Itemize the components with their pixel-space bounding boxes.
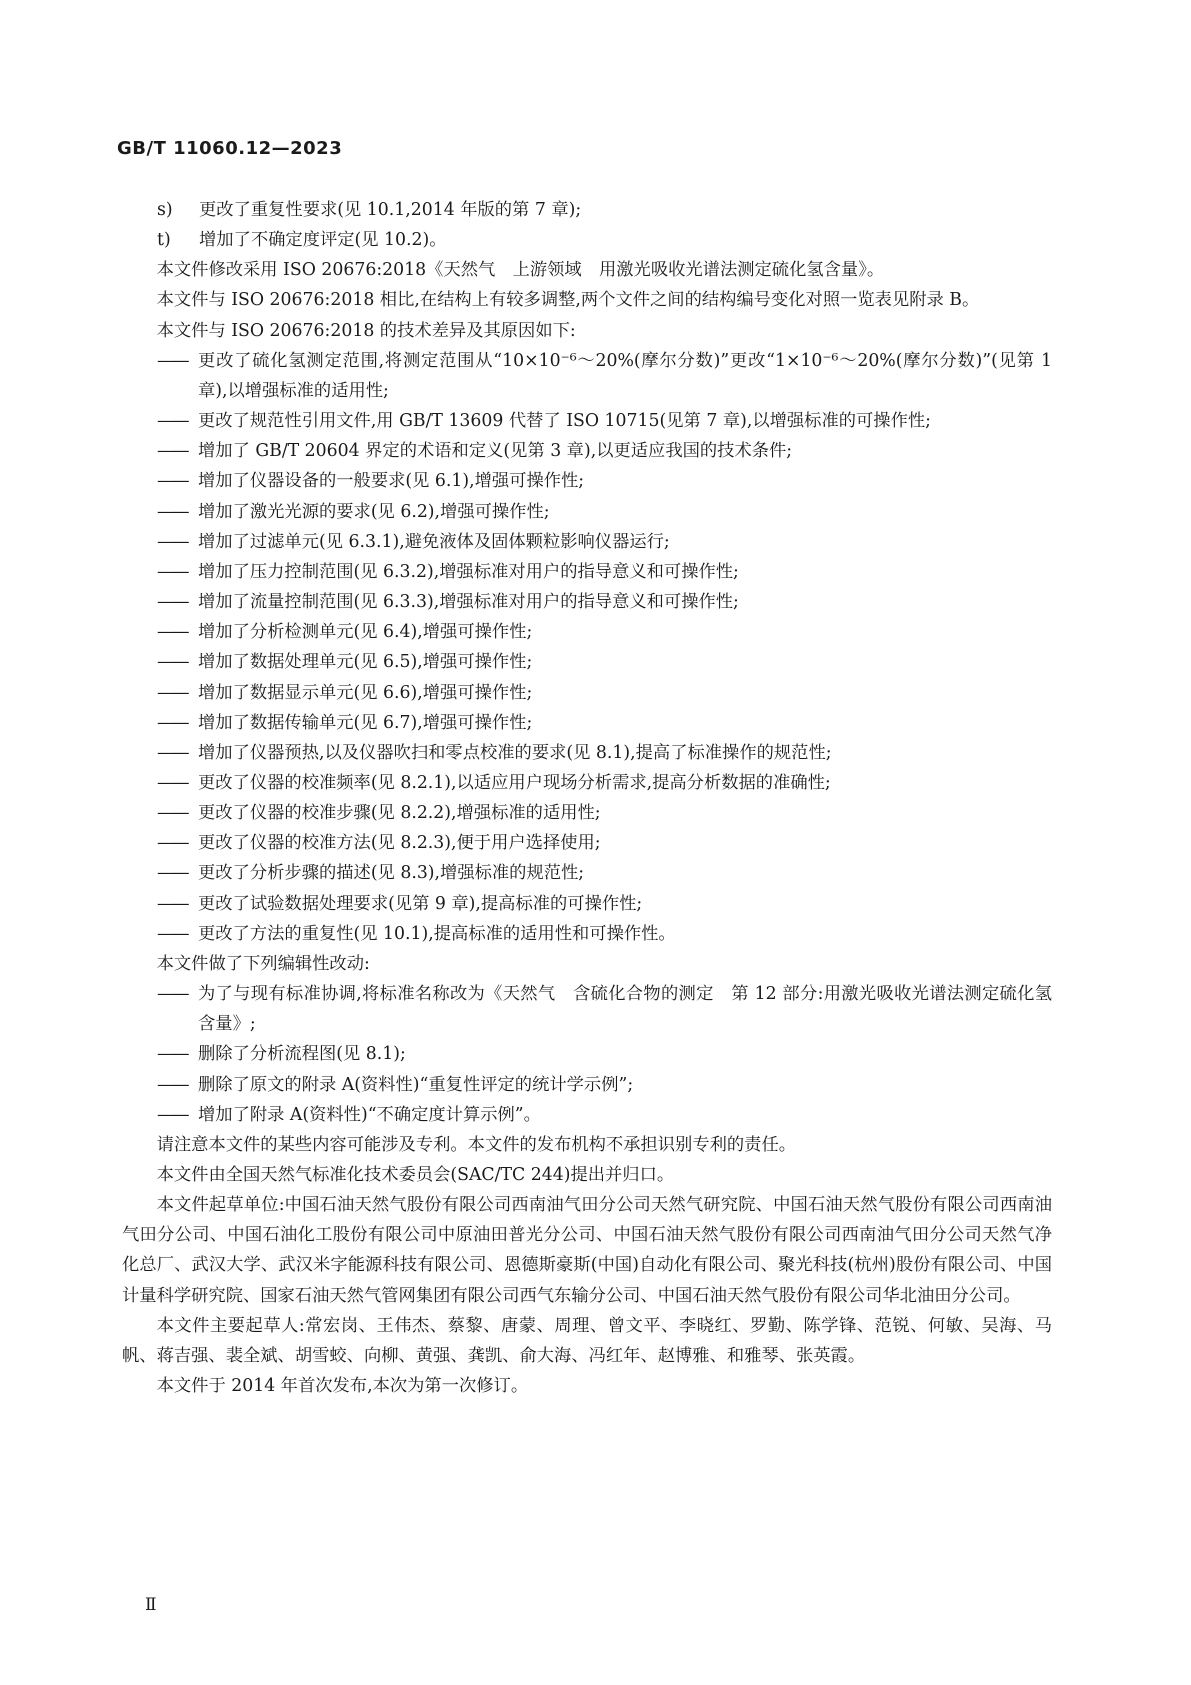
- dash-marker: ——: [157, 411, 188, 432]
- dash-marker: ——: [157, 561, 188, 582]
- dash-marker: ——: [157, 471, 188, 492]
- list-item-text: 更改了重复性要求(见 10.1,2014 年版的第 7 章);: [199, 200, 582, 220]
- list-item-text: 增加了压力控制范围(见 6.3.2),增强标准对用户的指导意义和可操作性;: [198, 561, 739, 582]
- list-item: [122, 828, 1052, 858]
- dash-marker: ——: [157, 984, 188, 1005]
- list-item: [122, 527, 1052, 557]
- list-item: [122, 889, 1052, 919]
- list-item-text: 增加了仪器设备的一般要求(见 6.1),增强可操作性;: [198, 471, 585, 492]
- list-item-text: 增加了数据传输单元(见 6.7),增强可操作性;: [198, 712, 533, 733]
- dash-marker: ——: [157, 592, 188, 613]
- dash-marker: ——: [157, 652, 188, 673]
- list-item: [122, 1070, 1052, 1100]
- dash-marker: ——: [157, 441, 188, 462]
- list-marker: t): [157, 230, 171, 251]
- technical-differences-list: [122, 346, 1052, 949]
- dash-marker: ——: [157, 893, 188, 914]
- list-item-text: 增加了数据处理单元(见 6.5),增强可操作性;: [198, 652, 533, 673]
- list-item: [122, 768, 1052, 798]
- dash-marker: ——: [157, 622, 188, 643]
- list-item-text: 增加了不确定度评定(见 10.2)。: [199, 230, 447, 251]
- list-item-text: 为了与现有标准协调,将标准名称改为《天然气 含硫化合物的测定 第 12 部分:用激光吸收光谱法测定硫化氢含量》;: [198, 984, 1052, 1035]
- dash-marker: ——: [157, 923, 188, 944]
- list-item: [122, 346, 1052, 406]
- list-item-text: 增加了附录 A(资料性)“不确定度计算示例”。: [198, 1104, 541, 1125]
- list-item-text: 更改了分析步骤的描述(见 8.3),增强标准的规范性;: [198, 863, 585, 884]
- page-number: Ⅱ: [145, 1595, 157, 1615]
- dash-marker: ——: [157, 712, 188, 733]
- list-item: [122, 1100, 1052, 1130]
- document-body: [122, 195, 1052, 1401]
- list-item-text: 增加了仪器预热,以及仪器吹扫和零点校准的要求(见 8.1),提高了标准操作的规范性;: [198, 742, 832, 763]
- list-item-text: 更改了仪器的校准方法(见 8.2.3),便于用户选择使用;: [198, 833, 601, 854]
- dash-marker: ——: [157, 1044, 188, 1065]
- list-item: [122, 225, 1052, 255]
- list-item-text: 更改了规范性引用文件,用 GB/T 13609 代替了 ISO 10715(见第 7 章),以增强标准的可操作性;: [198, 411, 931, 432]
- list-item: [122, 647, 1052, 677]
- list-marker: s): [157, 200, 173, 220]
- list-item: [122, 557, 1052, 587]
- list-item: [122, 436, 1052, 466]
- list-item-text: 增加了激光光源的要求(见 6.2),增强可操作性;: [198, 501, 550, 522]
- list-item: [122, 1039, 1052, 1069]
- dash-marker: ——: [157, 531, 188, 552]
- list-item-text: 更改了硫化氢测定范围,将测定范围从“10×10⁻⁶～20%(摩尔分数)”更改“1×10⁻⁶～20%(摩尔分数)”(见第 1 章),以增强标准的适用性;: [198, 350, 1052, 401]
- publication-history: 本文件于 2014 年首次发布,本次为第一次修订。: [156, 1376, 529, 1397]
- list-item: [122, 587, 1052, 617]
- dash-marker: ——: [157, 803, 188, 824]
- list-item-text: 增加了过滤单元(见 6.3.1),避免液体及固体颗粒影响仪器运行;: [198, 531, 670, 552]
- list-item: [122, 617, 1052, 647]
- list-item-text: 更改了方法的重复性(见 10.1),提高标准的适用性和可操作性。: [198, 923, 676, 944]
- list-item: [122, 979, 1052, 1039]
- dash-marker: ——: [157, 742, 188, 763]
- list-item: [122, 195, 1052, 225]
- list-item-text: 更改了试验数据处理要求(见第 9 章),提高标准的可操作性;: [198, 893, 643, 914]
- list-item-text: 增加了流量控制范围(见 6.3.3),增强标准对用户的指导意义和可操作性;: [198, 592, 739, 613]
- list-item-text: 更改了仪器的校准频率(见 8.2.1),以适应用户现场分析需求,提高分析数据的准确性;: [198, 772, 831, 793]
- list-item-text: 删除了分析流程图(见 8.1);: [198, 1044, 406, 1065]
- list-item: [122, 678, 1052, 708]
- main-drafters: 本文件主要起草人:常宏岗、王伟杰、蔡黎、唐蒙、周理、曾文平、李晓红、罗勤、陈学锋、范锐、何敏、吴海、马帆、蒋吉强、裴全斌、胡雪蛟、向柳、黄强、龚凯、俞大海、冯红年、赵博雅、和雅琴、张英霞。: [122, 1315, 1052, 1366]
- adoption-statement: 本文件修改采用 ISO 20676:2018《天然气 上游领域 用激光吸收光谱法测定硫化氢含量》。: [156, 260, 885, 281]
- dash-marker: ——: [157, 772, 188, 793]
- list-item-text: 更改了仪器的校准步骤(见 8.2.2),增强标准的适用性;: [198, 803, 601, 824]
- proposer-statement: 本文件由全国天然气标准化技术委员会(SAC/TC 244)提出并归口。: [156, 1165, 675, 1185]
- dash-marker: ——: [157, 1104, 188, 1125]
- list-item-text: 增加了分析检测单元(见 6.4),增强可操作性;: [198, 622, 533, 643]
- dash-marker: ——: [157, 863, 188, 884]
- list-item-text: 删除了原文的附录 A(资料性)“重复性评定的统计学示例”;: [198, 1074, 634, 1095]
- editorial-changes-list: [122, 979, 1052, 1130]
- list-item: [122, 497, 1052, 527]
- dash-marker: ——: [157, 1074, 188, 1095]
- list-item-text: 增加了 GB/T 20604 界定的术语和定义(见第 3 章),以更适应我国的技术条件;: [198, 441, 793, 462]
- document-code-header: GB/T 11060.12—2023: [117, 138, 343, 159]
- list-item: [122, 406, 1052, 436]
- list-item: [122, 466, 1052, 496]
- drafting-organizations: 本文件起草单位:中国石油天然气股份有限公司西南油气田分公司天然气研究院、中国石油天然气股份有限公司西南油气田分公司、中国石油化工股份有限公司中原油田普光分公司、中国石油天然气股份有限公司西南油气田分公司天然气净化总厂、武汉大学、武汉米字能源科技有限公司、恩德斯豪斯(中国)自动化有限公司、聚光科技(杭州)股份有限公司、中国计量科学研究院、国家石油天然气管网集团有限公司西气东输分公司、中国石油天然气股份有限公司华北油田分公司。: [122, 1195, 1052, 1306]
- structure-change-statement: 本文件与 ISO 20676:2018 相比,在结构上有较多调整,两个文件之间的结构编号变化对照一览表见附录 B。: [156, 290, 980, 311]
- list-item-text: 增加了数据显示单元(见 6.6),增强可操作性;: [198, 682, 533, 703]
- dash-marker: ——: [157, 833, 188, 854]
- list-item: [122, 798, 1052, 828]
- list-item: [122, 919, 1052, 949]
- dash-marker: ——: [157, 501, 188, 522]
- dash-marker: ——: [157, 350, 188, 371]
- dash-marker: ——: [157, 682, 188, 703]
- editorial-changes-intro: 本文件做了下列编辑性改动:: [156, 953, 370, 974]
- list-item: [122, 708, 1052, 738]
- technical-differences-intro: 本文件与 ISO 20676:2018 的技术差异及其原因如下:: [156, 320, 576, 341]
- list-item: [122, 738, 1052, 768]
- list-item: [122, 858, 1052, 888]
- patent-notice: 请注意本文件的某些内容可能涉及专利。本文件的发布机构不承担识别专利的责任。: [156, 1134, 797, 1155]
